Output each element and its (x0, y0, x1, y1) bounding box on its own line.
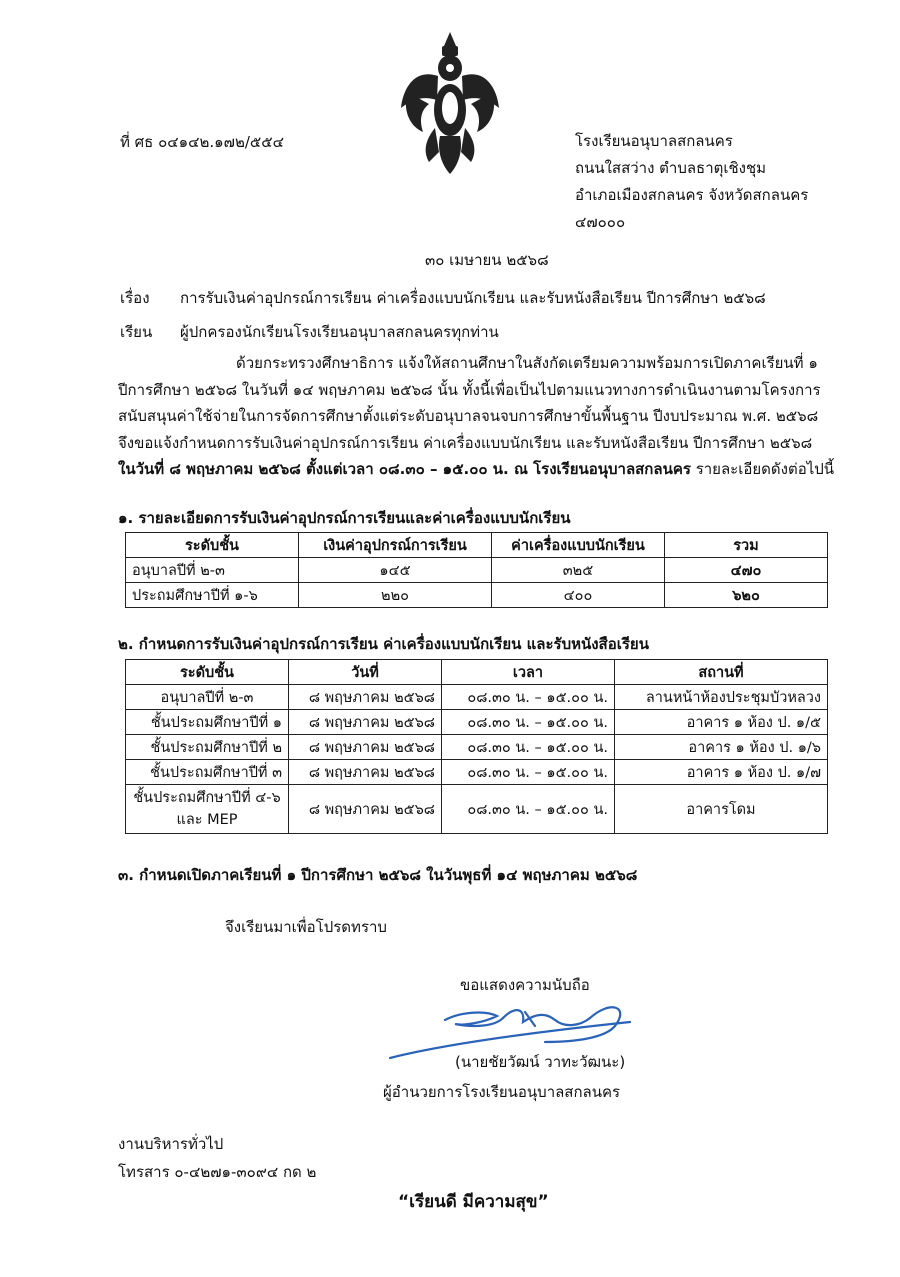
table-cell: ๐๘.๓๐ น. – ๑๕.๐๐ น. (442, 735, 615, 760)
table-row (126, 785, 828, 834)
body-line: ด้วยกระทรวงศึกษาธิการ แจ้งให้สถานศึกษาในสังกัดเตรียมความพร้อมการเปิดภาคเรียนที่ ๑ (236, 354, 818, 372)
table-row (126, 558, 828, 583)
signer-position: ผู้อำนวยการโรงเรียนอนุบาลสกลนคร (383, 1083, 621, 1101)
fax-number: โทรสาร ๐-๔๒๗๑-๓๐๙๔ กด ๒ (118, 1163, 317, 1181)
table-row (126, 685, 828, 710)
address-line: ถนนใสสว่าง ตำบลธาตุเชิงชุม (575, 159, 767, 177)
body-line: ปีการศึกษา ๒๕๖๘ ในวันที่ ๑๔ พฤษภาคม ๒๕๖๘ นั้น ทั้งนี้เพื่อเป็นไปตามแนวทางการดำเนินงานตามโครงการ (118, 380, 821, 399)
closing-line: จึงเรียนมาเพื่อโปรดทราบ (225, 918, 387, 936)
table-cell: อาคารโดม (615, 785, 828, 834)
table-cell: ๘ พฤษภาคม ๒๕๖๘ (289, 735, 442, 760)
table-header: สถานที่ (615, 660, 828, 685)
section-1-title: ๑. รายละเอียดการรับเงินค่าอุปกรณ์การเรียนและค่าเครื่องแบบนักเรียน (118, 509, 571, 527)
table-header: วันที่ (289, 660, 442, 685)
signer-name: (นายชัยวัฒน์ วาทะวัฒนะ) (455, 1053, 626, 1071)
recipient-label: เรียน (120, 323, 153, 341)
table-cell: ๖๒๐ (665, 583, 828, 608)
letter-body (118, 350, 835, 483)
table-cell: ชั้นประถมศึกษาปีที่ ๔-๖ และ MEP (126, 785, 289, 834)
table-cell: ๔๐๐ (492, 583, 665, 608)
table-header-row (126, 533, 828, 558)
table-cell: ๘ พฤษภาคม ๒๕๖๘ (289, 785, 442, 834)
garuda-emblem-icon (395, 28, 505, 178)
address-line: ๔๗๐๐๐ (575, 213, 626, 231)
address-line: โรงเรียนอนุบาลสกลนคร (575, 132, 733, 150)
table-cell: ชั้นประถมศึกษาปีที่ ๑ (126, 710, 289, 735)
fee-table (125, 532, 828, 608)
body-ending: รายละเอียดดังต่อไปนี้ (690, 460, 835, 478)
school-address (575, 128, 808, 236)
table-cell: อนุบาลปีที่ ๒-๓ (126, 558, 299, 583)
table-header: รวม (665, 533, 828, 558)
table-cell: อนุบาลปีที่ ๒-๓ (126, 685, 289, 710)
table-cell: ๘ พฤษภาคม ๒๕๖๘ (289, 760, 442, 785)
table-header: ค่าเครื่องแบบนักเรียน (492, 533, 665, 558)
section-2-title: ๒. กำหนดการรับเงินค่าอุปกรณ์การเรียน ค่าเครื่องแบบนักเรียน และรับหนังสือเรียน (118, 635, 649, 653)
table-row (126, 583, 828, 608)
letter-date: ๓๐ เมษายน ๒๕๖๘ (425, 251, 549, 269)
table-cell: ๐๘.๓๐ น. – ๑๕.๐๐ น. (442, 760, 615, 785)
subject-label: เรื่อง (120, 289, 150, 307)
table-cell: ๒๒๐ (299, 583, 492, 608)
table-cell: ลานหน้าห้องประชุมบัวหลวง (615, 685, 828, 710)
table-cell: ๐๘.๓๐ น. – ๑๕.๐๐ น. (442, 785, 615, 834)
table-cell: อาคาร ๑ ห้อง ป. ๑/๖ (615, 735, 828, 760)
department: งานบริหารทั่วไป (118, 1135, 224, 1153)
table-cell: ชั้นประถมศึกษาปีที่ ๒ (126, 735, 289, 760)
body-highlight: ในวันที่ ๘ พฤษภาคม ๒๕๖๘ ตั้งแต่เวลา ๐๘.๓๐ – ๑๕.๐๐ น. ณ โรงเรียนอนุบาลสกลนคร (118, 460, 691, 478)
table-cell: ๘ พฤษภาคม ๒๕๖๘ (289, 685, 442, 710)
school-motto: “เรียนดี มีความสุข” (398, 1192, 549, 1212)
table-cell: ๐๘.๓๐ น. – ๑๕.๐๐ น. (442, 710, 615, 735)
section-3-title: ๓. กำหนดเปิดภาคเรียนที่ ๑ ปีการศึกษา ๒๕๖๘ ในวันพุธที่ ๑๔ พฤษภาคม ๒๕๖๘ (118, 866, 638, 884)
schedule-table (125, 659, 828, 834)
respect-line: ขอแสดงความนับถือ (460, 976, 590, 994)
body-line: จึงขอแจ้งกำหนดการรับเงินค่าอุปกรณ์การเรียน ค่าเครื่องแบบนักเรียน และรับหนังสือเรียน ปีการศึกษา ๒๕๖๘ (118, 433, 813, 452)
address-line: อำเภอเมืองสกลนคร จังหวัดสกลนคร (575, 186, 809, 204)
table-row (126, 735, 828, 760)
table-cell: อาคาร ๑ ห้อง ป. ๑/๗ (615, 760, 828, 785)
table-header: เวลา (442, 660, 615, 685)
table-header: ระดับชั้น (126, 660, 289, 685)
subject-text: การรับเงินค่าอุปกรณ์การเรียน ค่าเครื่องแบบนักเรียน และรับหนังสือเรียน ปีการศึกษา ๒๕๖๘ (180, 289, 766, 307)
table-row (126, 760, 828, 785)
table-cell: ๐๘.๓๐ น. – ๑๕.๐๐ น. (442, 685, 615, 710)
table-header: ระดับชั้น (126, 533, 299, 558)
table-cell: ๔๗๐ (665, 558, 828, 583)
body-line-last (118, 456, 835, 483)
table-cell: ชั้นประถมศึกษาปีที่ ๓ (126, 760, 289, 785)
table-cell: ๘ พฤษภาคม ๒๕๖๘ (289, 710, 442, 735)
table-cell: ๓๒๕ (492, 558, 665, 583)
table-cell: ๑๔๕ (299, 558, 492, 583)
reference-number: ที่ ศธ ๐๔๑๔๒.๑๗๒/๕๕๔ (120, 133, 284, 151)
table-row (126, 710, 828, 735)
body-line: สนับสนุนค่าใช้จ่ายในการจัดการศึกษาตั้งแต่ระดับอนุบาลจนจบการศึกษาขั้นพื้นฐาน ปีงบประมาณ พ.ศ. ๒๕๖๘ (118, 407, 819, 425)
table-header-row (126, 660, 828, 685)
table-header: เงินค่าอุปกรณ์การเรียน (299, 533, 492, 558)
recipient-text: ผู้ปกครองนักเรียนโรงเรียนอนุบาลสกลนครทุกท่าน (180, 323, 499, 341)
table-cell: ประถมศึกษาปีที่ ๑-๖ (126, 583, 299, 608)
table-cell: อาคาร ๑ ห้อง ป. ๑/๕ (615, 710, 828, 735)
